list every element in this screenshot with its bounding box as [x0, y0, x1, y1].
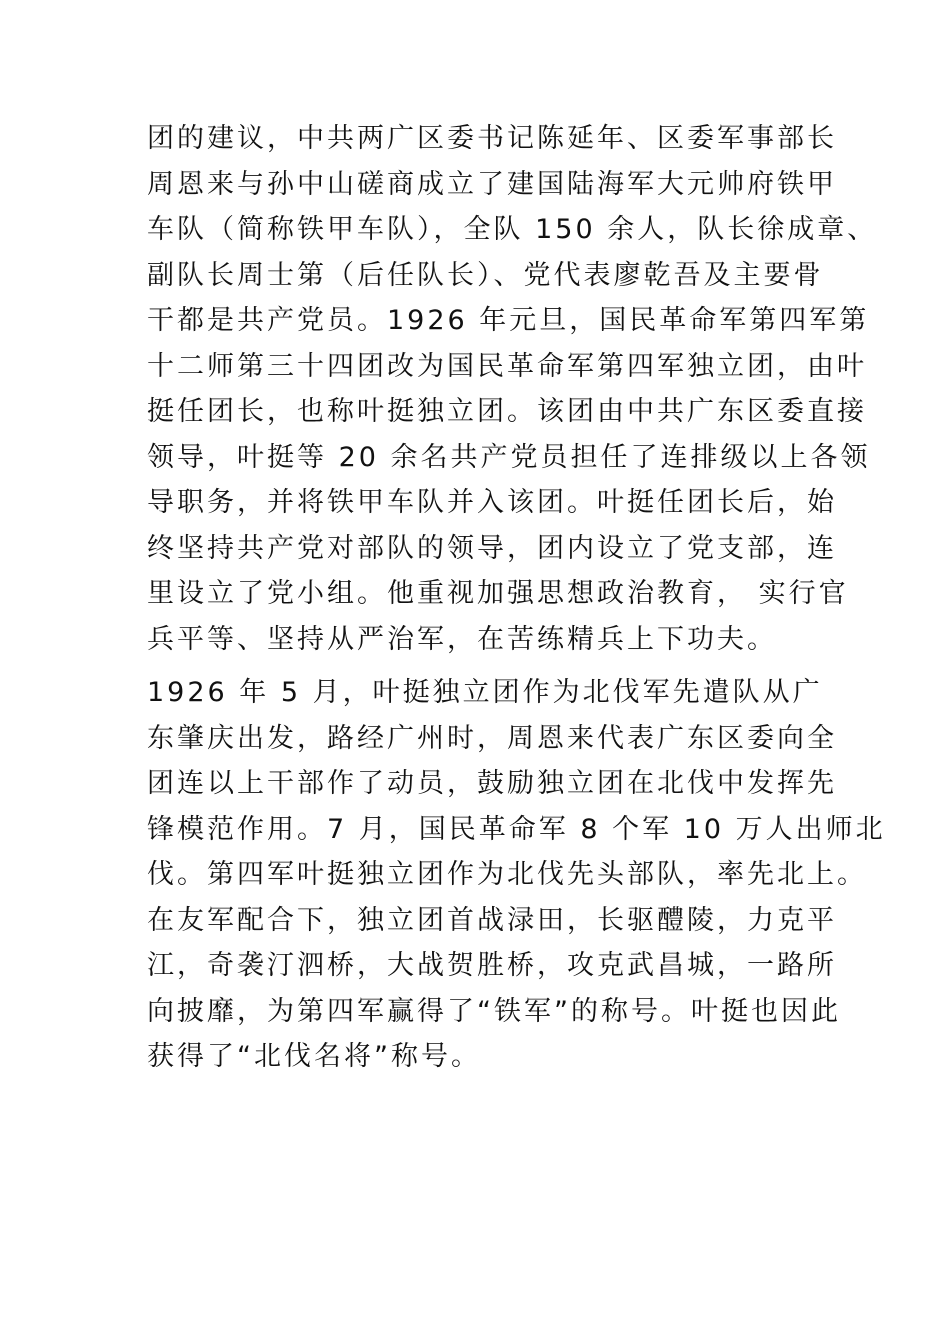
text-line: 获得了“北伐名将”称号。 — [147, 1041, 481, 1072]
text-line: 1926 年 5 月，叶挺独立团作为北伐军先遣队从广 — [147, 677, 823, 708]
text-line: 锋模范作用。7 月，国民革命军 8 个军 10 万人出师北 — [147, 813, 886, 845]
text-line: 终坚持共产党对部队的领导，团内设立了党支部，连 — [147, 532, 837, 564]
text-line: 里设立了党小组。他重视加强思想政治教育， 实行官 — [147, 578, 849, 609]
paragraph-2 — [147, 670, 886, 1080]
text-line: 向披靡，为第四军赢得了“铁军”的称号。叶挺也因此 — [147, 995, 841, 1027]
text-line: 车队（简称铁甲车队），全队 150 余人，队长徐成章、 — [147, 214, 878, 245]
paragraph-1 — [147, 116, 878, 662]
text-line: 领导，叶挺等 20 余名共产党员担任了连排级以上各领 — [147, 441, 871, 473]
text-line: 在友军配合下，独立团首战渌田，长驱醴陵，力克平 — [147, 904, 837, 936]
text-line: 副队长周士第（后任队长）、党代表廖乾吾及主要骨 — [147, 259, 824, 291]
text-line: 导职务，并将铁甲车队并入该团。叶挺任团长后，始 — [147, 487, 837, 518]
text-line: 东肇庆出发，路经广州时，周恩来代表广东区委向全 — [147, 722, 837, 754]
text-line: 团的建议，中共两广区委书记陈延年、区委军事部长 — [147, 123, 837, 154]
text-line: 伐。第四军叶挺独立团作为北伐先头部队，率先北上。 — [147, 859, 867, 890]
text-line: 兵平等、坚持从严治军，在苦练精兵上下功夫。 — [147, 623, 777, 655]
text-line: 江，奇袭汀泗桥，大战贺胜桥，攻克武昌城，一路所 — [147, 950, 837, 981]
document-body — [147, 116, 886, 1080]
text-line: 团连以上干部作了动员，鼓励独立团在北伐中发挥先 — [147, 768, 837, 799]
text-line: 周恩来与孙中山磋商成立了建国陆海军大元帅府铁甲 — [147, 168, 837, 200]
text-line: 干都是共产党员。1926 年元旦，国民革命军第四军第 — [147, 305, 870, 336]
text-line: 十二师第三十四团改为国民革命军第四军独立团，由叶 — [147, 350, 867, 382]
text-line: 挺任团长，也称叶挺独立团。该团由中共广东区委直接 — [147, 396, 867, 427]
